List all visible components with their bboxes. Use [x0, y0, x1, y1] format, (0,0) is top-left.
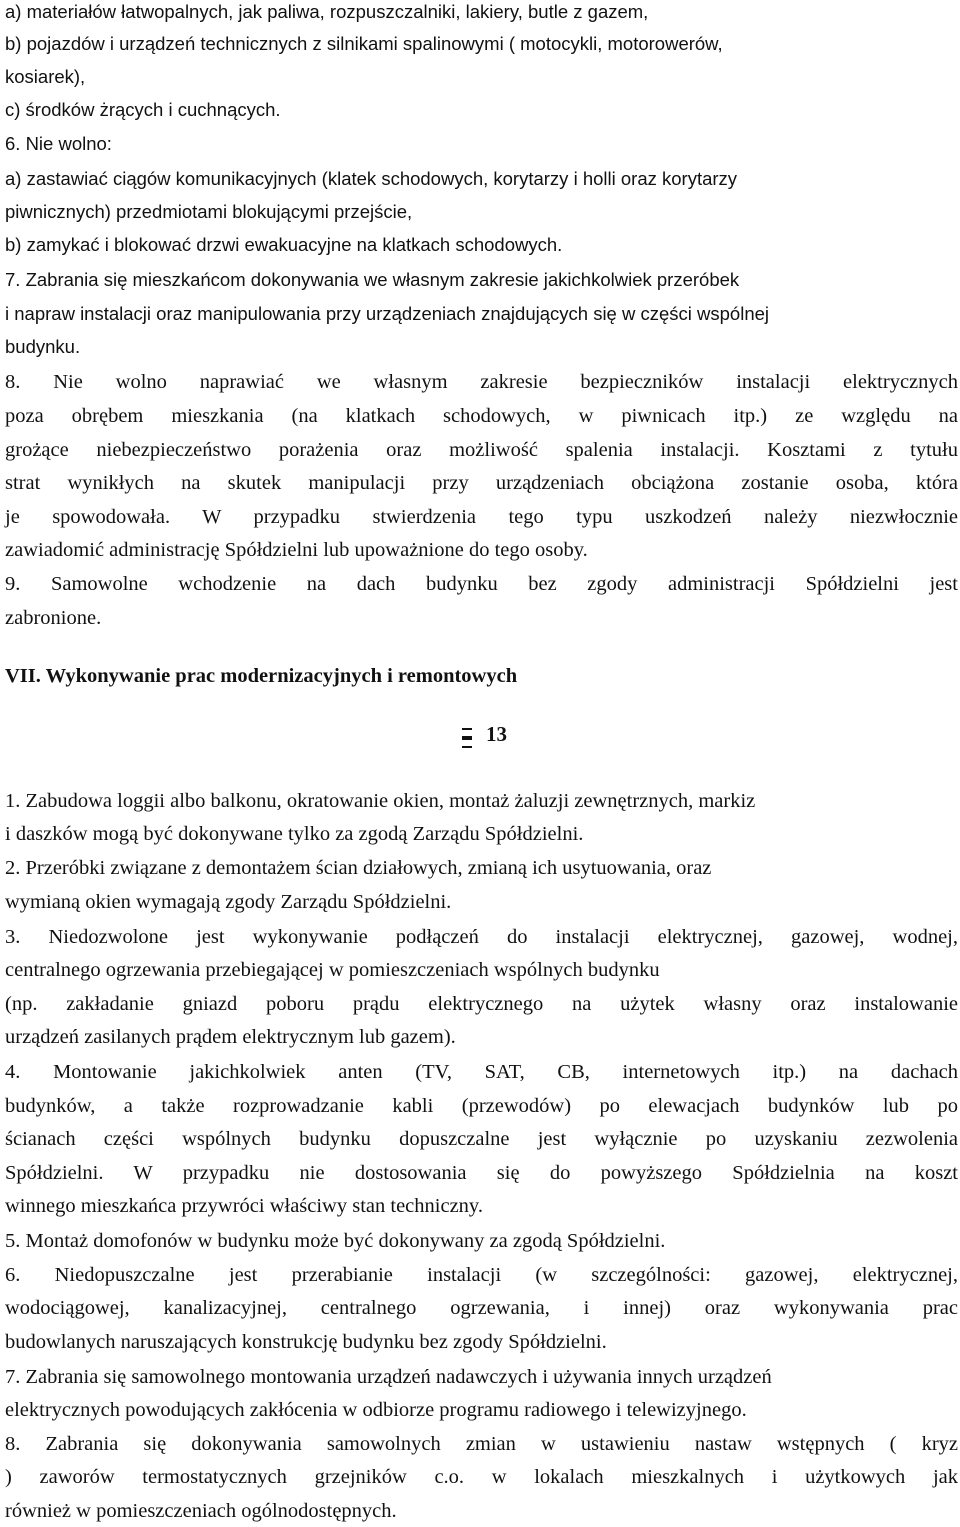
text-line: 6. Nie wolno:: [5, 133, 112, 154]
text-line: zawiadomić administrację Spółdzielni lub upoważnione do tego osoby.: [5, 539, 588, 561]
text-line: winnego mieszkańca przywróci właściwy stan techniczny.: [5, 1195, 483, 1217]
text-line: a) zastawiać ciągów komunikacyjnych (klatek schodowych, korytarzy i holli oraz korytarzy: [5, 168, 738, 189]
text-line: wymianą okien wymagają zgody Zarządu Spółdzielni.: [5, 891, 452, 913]
text-line: i daszków mogą być dokonywane tylko za zgodą Zarządu Spółdzielni.: [5, 823, 584, 845]
text-line: 8. Zabrania się dokonywania samowolnych zmian w ustawieniu nastaw wstępnych ( kryz: [5, 1433, 958, 1455]
text-line: 5. Montaż domofonów w budynku może być dokonywany za zgodą Spółdzielni.: [5, 1230, 666, 1252]
text-line: strat wynikłych na skutek manipulacji przy urządzeniach obciążona zostanie osoba, która: [5, 472, 958, 494]
text-line: ścianach części wspólnych budynku dopuszczalne jest wyłącznie po uzyskaniu zezwolenia: [5, 1128, 958, 1150]
text-line: b) zamykać i blokować drzwi ewakuacyjne na klatkach schodowych.: [5, 234, 563, 255]
text-line: kosiarek),: [5, 66, 86, 87]
text-line: c) środków żrących i cuchnących.: [5, 99, 281, 120]
text-line: elektrycznych powodujących zakłócenia w odbiorze programu radiowego i telewizyjnego.: [5, 1399, 747, 1421]
text-line: (np. zakładanie gniazd poboru prądu elektrycznego na użytek własny oraz instalowanie: [5, 993, 958, 1015]
text-line: 2. Przeróbki związane z demontażem ścian działowych, zmianą ich usytuowania, oraz: [5, 857, 712, 879]
paragraph-number: 13: [486, 722, 507, 746]
text-line: poza obrębem mieszkania (na klatkach schodowych, w piwnicach itp.) ze względu na: [5, 405, 958, 427]
text-line: również w pomieszczeniach ogólnodostępnych.: [5, 1500, 397, 1522]
text-line: wodociągowej, kanalizacyjnej, centralnego ogrzewania, i innej) oraz wykonywania prac: [5, 1297, 958, 1319]
section-sign-icon: [462, 722, 472, 748]
text-line: 3. Niedozwolone jest wykonywanie podłączeń do instalacji elektrycznej, gazowej, wodnej,: [5, 926, 958, 948]
text-line: a) materiałów łatwopalnych, jak paliwa, rozpuszczalniki, lakiery, butle z gazem,: [5, 1, 649, 22]
text-line: budynku.: [5, 336, 81, 357]
text-line: 9. Samowolne wchodzenie na dach budynku bez zgody administracji Spółdzielni jest: [5, 573, 958, 595]
text-line: 1. Zabudowa loggii albo balkonu, okratowanie okien, montaż żaluzji zewnętrznych, markiz: [5, 790, 756, 812]
text-line: budowlanych naruszających konstrukcję budynku bez zgody Spółdzielni.: [5, 1331, 607, 1353]
text-line: 7. Zabrania się samowolnego montowania urządzeń nadawczych i używania innych urządzeń: [5, 1366, 772, 1388]
text-line: piwnicznych) przedmiotami blokującymi przejście,: [5, 201, 413, 222]
text-line: 6. Niedopuszczalne jest przerabianie instalacji (w szczególności: gazowej, elektrycznej,: [5, 1264, 958, 1286]
text-line: zabronione.: [5, 607, 102, 629]
paragraph-mark: [462, 722, 507, 748]
text-line: budynków, a także rozprowadzanie kabli (przewodów) po elewacjach budynków lub po: [5, 1095, 958, 1117]
text-line: b) pojazdów i urządzeń technicznych z silnikami spalinowymi ( motocykli, motorowerów,: [5, 33, 723, 54]
text-line: centralnego ogrzewania przebiegającej w pomieszczeniach wspólnych budynku: [5, 959, 660, 981]
text-line: Spółdzielni. W przypadku nie dostosowania się do powyższego Spółdzielnia na koszt: [5, 1162, 958, 1184]
text-line: 8. Nie wolno naprawiać we własnym zakresie bezpieczników instalacji elektrycznych: [5, 371, 958, 393]
section-heading: VII. Wykonywanie prac modernizacyjnych i remontowych: [5, 665, 518, 687]
text-line: 7. Zabrania się mieszkańcom dokonywania we własnym zakresie jakichkolwiek przeróbek: [5, 269, 740, 290]
text-line: i napraw instalacji oraz manipulowania przy urządzeniach znajdujących się w części wspólnej: [5, 303, 770, 324]
text-line: urządzeń zasilanych prądem elektrycznym lub gazem).: [5, 1026, 456, 1048]
text-line: 4. Montowanie jakichkolwiek anten (TV, SAT, CB, internetowych itp.) na dachach: [5, 1061, 958, 1083]
text-line: grożące niebezpieczeństwo porażenia oraz możliwość spalenia instalacji. Kosztami z tytułu: [5, 439, 958, 461]
text-line: je spowodowała. W przypadku stwierdzenia tego typu uszkodzeń należy niezwłocznie: [5, 506, 958, 528]
text-line: ) zaworów termostatycznych grzejników c.o. w lokalach mieszkalnych i użytkowych jak: [5, 1466, 958, 1488]
